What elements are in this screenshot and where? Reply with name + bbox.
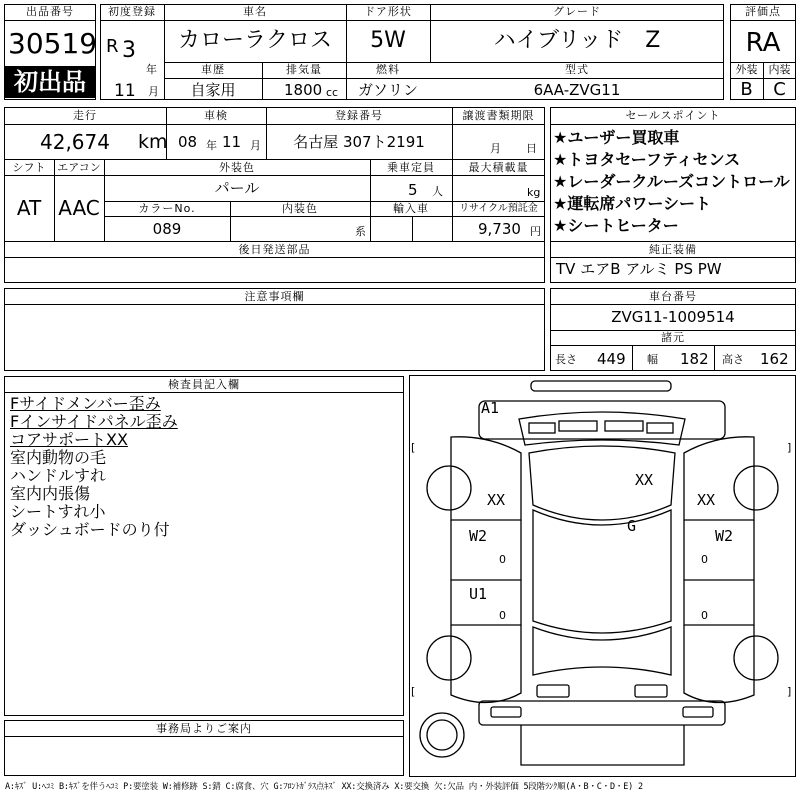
recycle-value: 9,730 bbox=[478, 220, 521, 238]
colorno-label: カラーNo. bbox=[138, 202, 196, 215]
car-name: カローラクロス bbox=[177, 28, 332, 53]
grade-label: グレード bbox=[553, 5, 601, 18]
sales-item: ★レーダークルーズコントロール bbox=[553, 172, 790, 191]
chassis-value: ZVG11-1009514 bbox=[611, 308, 735, 326]
transfer-month-unit: 月 bbox=[490, 142, 501, 155]
reg-month: 11 bbox=[114, 81, 136, 101]
plate-value: 名古屋 307ト2191 bbox=[293, 133, 425, 151]
recycle-unit: 円 bbox=[530, 225, 541, 238]
inspector-line: ハンドルすれ bbox=[10, 466, 107, 485]
fuel-label: 燃料 bbox=[376, 63, 400, 76]
shift-label: シフト bbox=[12, 161, 46, 174]
intcolor-label: 内装色 bbox=[282, 202, 318, 215]
plate-label: 登録番号 bbox=[335, 109, 383, 122]
specs-label: 諸元 bbox=[661, 331, 685, 344]
length-label: 長さ bbox=[555, 353, 577, 366]
reg-label: 初度登録 bbox=[108, 5, 156, 18]
bracket-mark: ] bbox=[787, 685, 792, 698]
door-value: 5W bbox=[370, 28, 406, 53]
sales-label: セールスポイント bbox=[625, 109, 721, 122]
mileage-label: 走行 bbox=[73, 109, 97, 122]
notes-label: 注意事項欄 bbox=[244, 290, 305, 303]
office-label: 事務局よりご案内 bbox=[156, 722, 252, 735]
eval-label: 評価点 bbox=[745, 5, 781, 18]
sales-item: ★ユーザー買取車 bbox=[553, 128, 680, 147]
month-unit: 月 bbox=[148, 85, 159, 98]
seats-unit: 人 bbox=[432, 185, 443, 198]
inspector-notes bbox=[10, 396, 178, 540]
zero-mark: 0 bbox=[499, 553, 506, 566]
model-value: 6AA-ZVG11 bbox=[533, 81, 621, 99]
damage-mark: U1 bbox=[469, 585, 488, 603]
mileage-value: 42,674 bbox=[40, 130, 110, 154]
inspector-line: シートすれ小 bbox=[10, 502, 106, 521]
disp-unit: cc bbox=[326, 86, 339, 99]
inspector-line: コアサポートXX bbox=[10, 430, 128, 449]
disp-label: 排気量 bbox=[286, 63, 322, 76]
damage-mark: XX bbox=[635, 471, 654, 489]
inspector-line: Fサイドメンバー歪み bbox=[10, 394, 161, 413]
transfer-label: 譲渡書類期限 bbox=[462, 109, 535, 122]
equipment-value: TV エアB アルミ PS PW bbox=[556, 260, 722, 278]
seats-label: 乗車定員 bbox=[387, 161, 435, 174]
sales-item: ★シートヒーター bbox=[553, 216, 679, 235]
door-label: ドア形状 bbox=[364, 5, 412, 18]
eval-value: RA bbox=[745, 28, 781, 58]
inspect-year-unit: 年 bbox=[206, 139, 217, 152]
legend-text: A:ｷｽﾞ U:ﾍｺﾐ B:ｷｽﾞを伴うﾍｺﾐ P:要塗装 W:補修跡 S:錆 C:腐食、穴 G:ﾌﾛﾝﾄｶﾞﾗｽ点ｷｽﾞ XX:交換済み X:要交換 欠:欠品 内・外装評価 5段階ﾗﾝｸ順(A・B・C・D・E) 2 bbox=[5, 782, 643, 792]
inspector-line: ダッシュボードのり付 bbox=[10, 520, 170, 539]
name-label: 車名 bbox=[243, 5, 267, 18]
grade-value: ハイブリッド Z bbox=[493, 28, 661, 53]
recycle-label: リサイクル預託金 bbox=[459, 203, 538, 214]
inspect-label: 車検 bbox=[204, 109, 228, 122]
inspector-line: 室内動物の毛 bbox=[10, 448, 107, 467]
mileage-unit: km bbox=[138, 131, 168, 153]
zero-mark: 0 bbox=[701, 609, 708, 622]
shift-value: AT bbox=[16, 196, 42, 220]
bracket-mark: ] bbox=[787, 441, 792, 454]
int-value: C bbox=[773, 79, 786, 100]
intcolor-unit: 系 bbox=[355, 225, 366, 238]
inspect-month: 11 bbox=[222, 133, 242, 151]
damage-mark: A1 bbox=[481, 399, 500, 417]
inspector-label: 検査員記入欄 bbox=[168, 378, 240, 391]
chassis-label: 車台番号 bbox=[649, 290, 697, 303]
car-damage-diagram bbox=[409, 375, 796, 777]
damage-mark: W2 bbox=[469, 527, 488, 545]
first-listing-badge: 初出品 bbox=[5, 66, 95, 98]
damage-mark: G bbox=[627, 517, 637, 535]
history-value: 自家用 bbox=[190, 81, 236, 99]
ac-value: AAC bbox=[58, 196, 100, 220]
damage-mark: XX bbox=[487, 491, 506, 509]
inspect-month-unit: 月 bbox=[250, 139, 261, 152]
width-label: 幅 bbox=[647, 353, 658, 366]
damage-mark: XX bbox=[697, 491, 716, 509]
bracket-mark: [ bbox=[411, 441, 416, 454]
reg-year: 3 bbox=[122, 38, 136, 63]
reg-era: R bbox=[106, 36, 119, 57]
import-label: 輸入車 bbox=[393, 202, 429, 215]
fuel-value: ガソリン bbox=[357, 81, 418, 99]
later-parts-label: 後日発送部品 bbox=[238, 243, 311, 256]
year-unit: 年 bbox=[146, 63, 157, 76]
inspector-line: Fインサイドパネル歪み bbox=[10, 412, 178, 431]
colorno-value: 089 bbox=[152, 220, 182, 238]
int-label: 内装 bbox=[768, 63, 791, 76]
load-label: 最大積載量 bbox=[468, 161, 529, 174]
width-value: 182 bbox=[680, 350, 709, 368]
color-value: パール bbox=[214, 179, 260, 197]
sales-item: ★運転席パワーシート bbox=[553, 194, 712, 213]
damage-mark: W2 bbox=[715, 527, 734, 545]
disp-value: 1800 bbox=[284, 81, 323, 99]
inspect-year: 08 bbox=[178, 133, 198, 151]
length-value: 449 bbox=[597, 350, 626, 368]
seats-value: 5 bbox=[408, 181, 418, 199]
equipment-label: 純正装備 bbox=[649, 243, 697, 256]
bracket-mark: [ bbox=[411, 685, 416, 698]
color-label: 外装色 bbox=[219, 161, 255, 174]
ext-value: B bbox=[740, 79, 753, 100]
height-value: 162 bbox=[760, 350, 789, 368]
inspector-line: 室内内張傷 bbox=[10, 484, 91, 503]
model-label: 型式 bbox=[565, 63, 589, 76]
height-label: 高さ bbox=[722, 353, 744, 366]
zero-mark: 0 bbox=[499, 609, 506, 622]
zero-mark: 0 bbox=[701, 553, 708, 566]
history-label: 車歴 bbox=[201, 63, 225, 76]
ac-label: エアコン bbox=[57, 161, 101, 174]
ext-label: 外装 bbox=[735, 63, 758, 76]
sales-item: ★トヨタセーフティセンス bbox=[553, 150, 741, 169]
lot-label: 出品番号 bbox=[26, 5, 74, 18]
load-unit: kg bbox=[527, 186, 541, 199]
transfer-day-unit: 日 bbox=[526, 142, 537, 155]
lot-number: 30519 bbox=[8, 27, 98, 60]
